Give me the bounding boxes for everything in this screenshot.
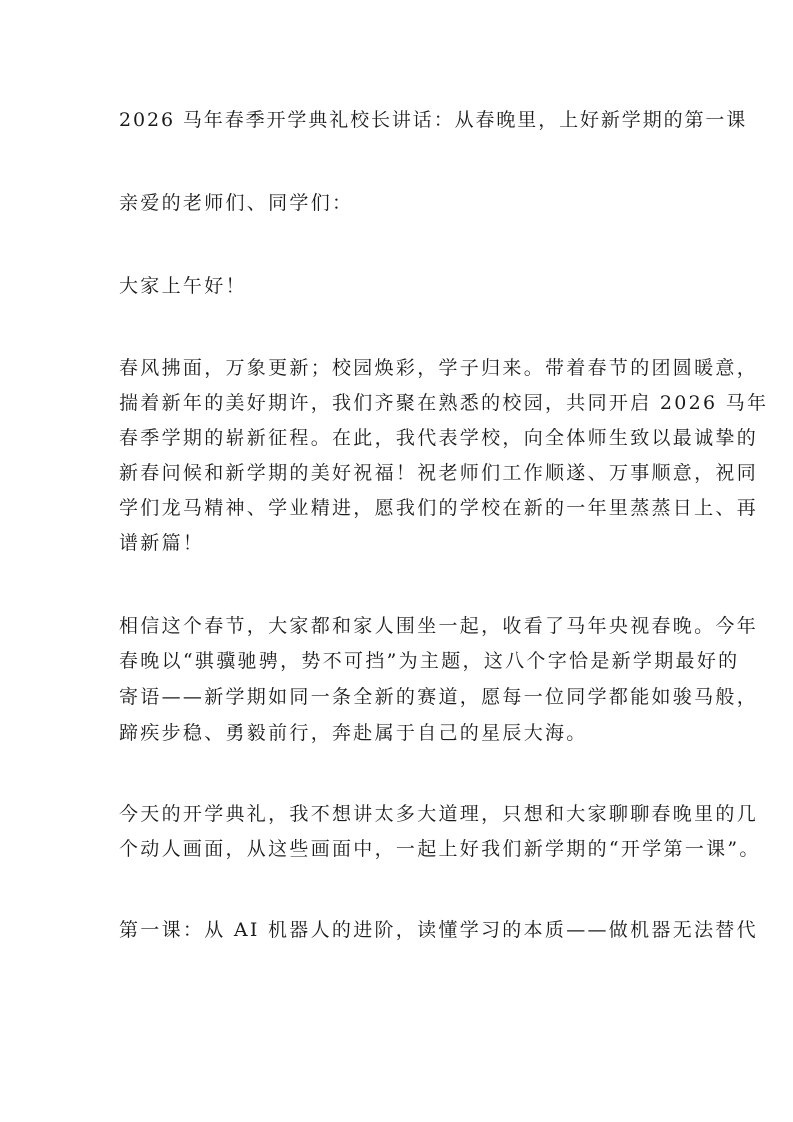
document-title: 2026 马年春季开学典礼校长讲话：从春晚里，上好新学期的第一课: [119, 109, 748, 131]
paragraph-line: 学们龙马精神、学业精进，愿我们的学校在新的一年里蒸蒸日上、再: [119, 497, 759, 519]
section-heading-lesson-1: 第一课：从 AI 机器人的进阶，读懂学习的本质——做机器无法替代: [119, 919, 758, 941]
paragraph-line: 春风拂面，万象更新；校园焕彩，学子归来。带着春节的团圆暖意，: [119, 357, 759, 379]
paragraph-line: 新春问候和新学期的美好祝福！祝老师们工作顺遂、万事顺意，祝同: [119, 462, 759, 484]
paragraph-line: 春晚以“骐骥驰骋，势不可挡”为主题，这八个字恰是新学期最好的: [119, 650, 740, 672]
paragraph-line: 今天的开学典礼，我不想讲太多大道理，只想和大家聊聊春晚里的几: [119, 803, 759, 825]
paragraph-line: 谱新篇！: [119, 532, 205, 554]
paragraph-line: 蹄疾步稳、勇毅前行，奔赴属于自己的星辰大海。: [119, 722, 588, 744]
paragraph-line: 相信这个春节，大家都和家人围坐一起，收看了马年央视春晚。今年: [119, 615, 759, 637]
paragraph-line: 寄语——新学期如同一条全新的赛道，愿每一位同学都能如骏马般，: [119, 686, 759, 708]
paragraph-line: 春季学期的崭新征程。在此，我代表学校，向全体师生致以最诚挚的: [119, 427, 759, 449]
greeting: 大家上午好！: [119, 275, 247, 297]
paragraph-line: 个动人画面，从这些画面中，一起上好我们新学期的“开学第一课”。: [119, 838, 761, 860]
paragraph-line: 揣着新年的美好期许，我们齐聚在熟悉的校园，共同开启 2026 马年: [119, 392, 769, 414]
salutation: 亲爱的老师们、同学们：: [119, 192, 354, 214]
